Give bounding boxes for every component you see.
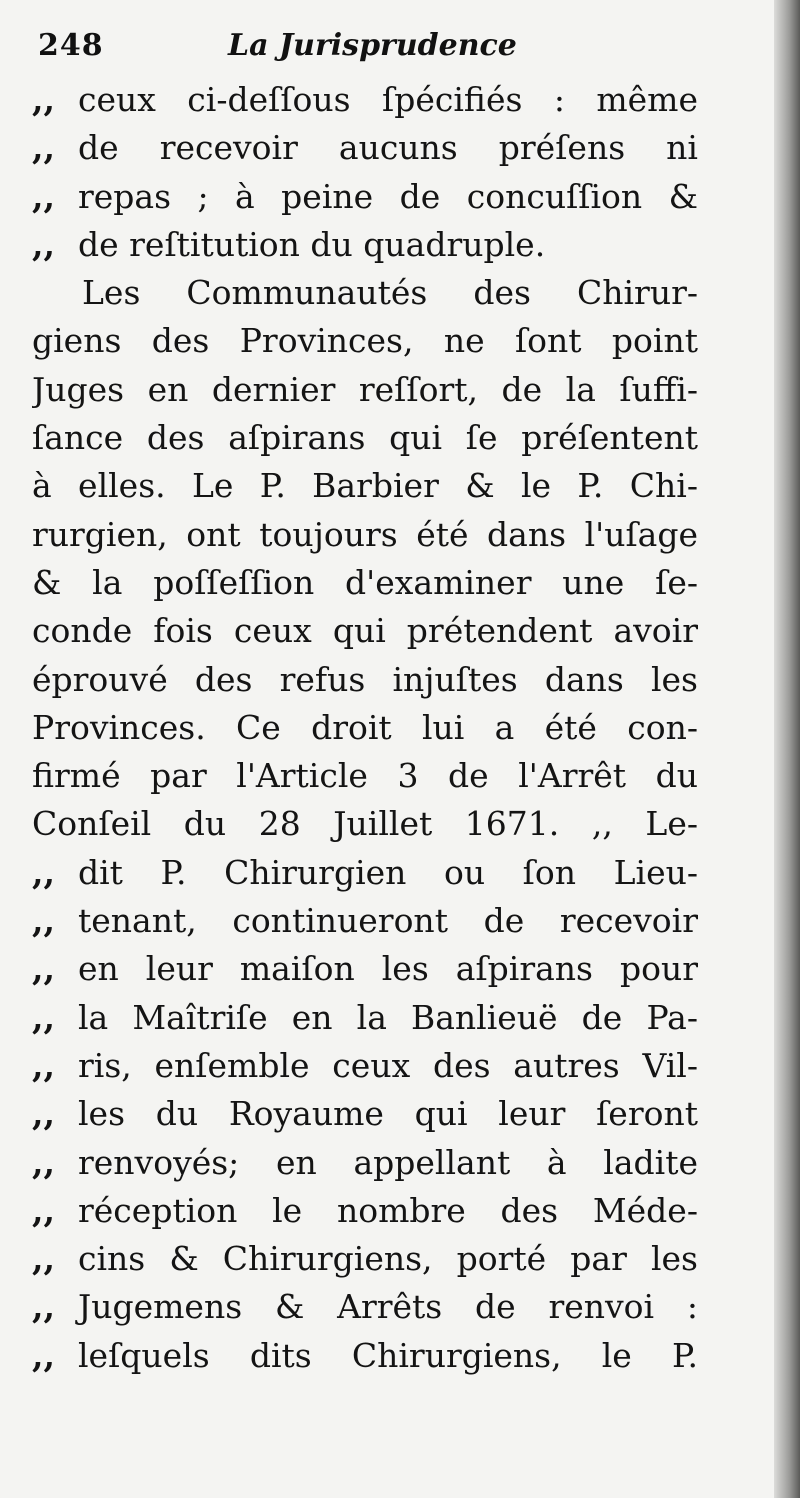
text-line	[32, 897, 698, 945]
line-text: en leur maiſon les aſpirans pour	[78, 949, 698, 989]
line-text: leſquels dits Chirurgiens, le P.	[78, 1335, 698, 1375]
page-number: 248	[38, 28, 104, 63]
page-edge	[774, 0, 800, 1498]
line-text: renvoyés; en appellant à ladite	[78, 1142, 698, 1182]
text-line	[32, 366, 698, 414]
quote-mark: ,,	[32, 1287, 55, 1327]
line-text: de reſtitution du quadruple.	[78, 224, 546, 264]
line-text: rurgien, ont toujours été dans l'uſage	[32, 514, 698, 554]
line-text: ris, enſemble ceux des autres Vil-	[78, 1045, 698, 1085]
text-line	[32, 414, 698, 462]
text-line	[32, 752, 698, 800]
line-text: réception le nombre des Méde-	[78, 1190, 698, 1230]
running-title: La Jurisprudence	[228, 28, 517, 63]
line-text: cins & Chirurgiens, porté par les	[78, 1239, 698, 1279]
text-line	[32, 559, 698, 607]
text-line	[32, 269, 698, 317]
text-line	[32, 124, 698, 172]
quote-mark: ,,	[32, 80, 55, 119]
line-text: giens des Provinces, ne ſont point	[32, 321, 698, 361]
text-line	[32, 317, 698, 365]
quote-mark: ,,	[32, 176, 55, 216]
line-text: à elles. Le P. Barbier & le P. Chi-	[32, 466, 698, 506]
line-text: les du Royaume qui leur ſeront	[78, 1094, 698, 1134]
line-text: ſance des aſpirans qui ſe préſentent	[32, 418, 698, 458]
quote-mark: ,,	[32, 1142, 55, 1182]
line-text: Conſeil du 28 Juillet 1671. ,, Le-	[32, 804, 698, 844]
quote-mark: ,,	[32, 1239, 55, 1279]
line-text: Juges en dernier reſſort, de la ſuffi-	[32, 369, 698, 409]
page-header	[38, 22, 758, 72]
quote-mark: ,,	[32, 1335, 55, 1375]
quote-mark: ,,	[32, 1190, 55, 1230]
line-text: la Maîtriſe en la Banlieuë de Pa-	[78, 997, 698, 1037]
line-text: ceux ci-deſſous ſpécifiés : même	[78, 80, 698, 119]
quote-mark: ,,	[32, 1045, 55, 1085]
text-line	[32, 1283, 698, 1331]
text-line	[32, 994, 698, 1042]
quote-mark: ,,	[32, 852, 55, 892]
text-line	[32, 1090, 698, 1138]
line-text: dit P. Chirurgien ou ſon Lieu-	[78, 852, 698, 892]
text-line	[32, 945, 698, 993]
text-line	[32, 704, 698, 752]
text-line	[32, 1235, 698, 1283]
quote-mark: ,,	[32, 224, 55, 264]
line-text: firmé par l'Article 3 de l'Arrêt du	[32, 756, 698, 796]
text-line	[32, 173, 698, 221]
line-text: Jugemens & Arrêts de renvoi :	[78, 1287, 698, 1327]
text-line	[32, 800, 698, 848]
line-text: éprouvé des refus injuſtes dans les	[32, 659, 698, 699]
line-text: & la poſſeſſion d'examiner une ſe-	[32, 562, 698, 602]
line-text: conde fois ceux qui prétendent avoir	[32, 611, 698, 651]
text-line	[32, 656, 698, 704]
line-text: Provinces. Ce droit lui a été con-	[32, 707, 698, 747]
body-text	[32, 76, 698, 1380]
line-text: repas ; à peine de concuſſion &	[78, 176, 698, 216]
text-line	[32, 76, 698, 124]
line-text: de recevoir aucuns préſens ni	[78, 128, 698, 168]
line-text: Les Communautés des Chirur-	[82, 273, 698, 313]
text-line	[32, 1139, 698, 1187]
quote-mark: ,,	[32, 1094, 55, 1134]
quote-mark: ,,	[32, 949, 55, 989]
text-line	[32, 849, 698, 897]
text-line	[32, 1042, 698, 1090]
text-line	[32, 462, 698, 510]
text-line	[32, 607, 698, 655]
quote-mark: ,,	[32, 128, 55, 168]
line-text: tenant, continueront de recevoir	[78, 901, 698, 941]
quote-mark: ,,	[32, 997, 55, 1037]
text-line	[32, 1187, 698, 1235]
text-line	[32, 221, 698, 269]
text-line	[32, 1332, 698, 1380]
quote-mark: ,,	[32, 901, 55, 941]
text-line	[32, 511, 698, 559]
